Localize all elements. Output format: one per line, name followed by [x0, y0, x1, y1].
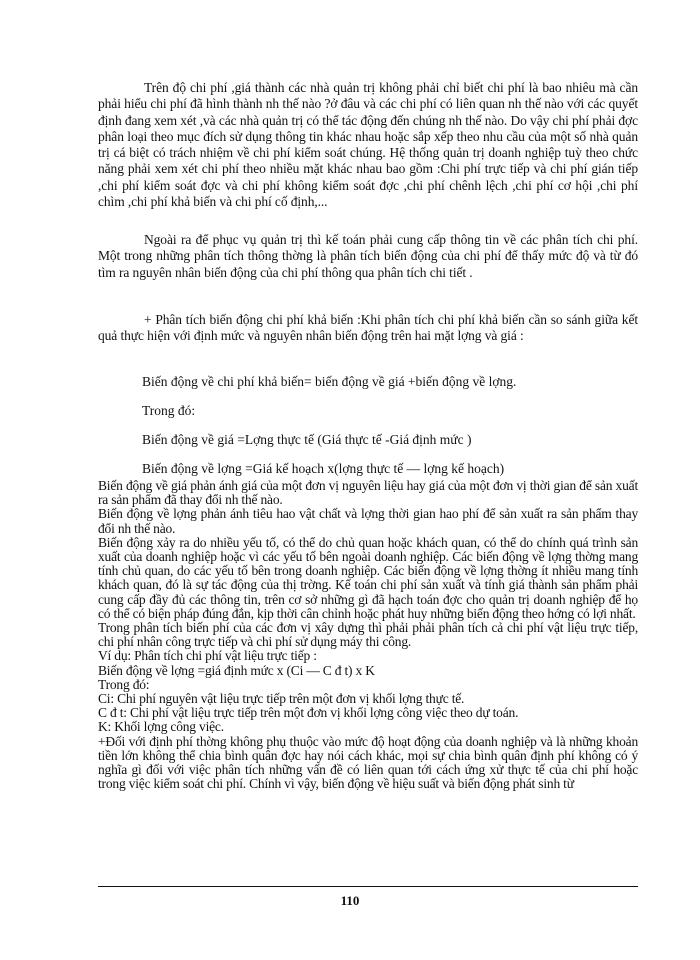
paragraph-variance-causes: Biến động xảy ra do nhiều yếu tố, có thể do chủ quan hoặc khách quan, có thể do chính quá trình sản xuất của doanh nghiệp hoặc vì các yếu tố bên ngoài doanh nghiệp. Các biến động về lợng thờng mang tính chủ quan, do các yếu tố bên trong doanh nghiệp. Các biến động về lợng thờng ít nhiều mang tính khách quan, đó là sự tác động của thị trờng. Kế toán chi phí sản xuất và tính giá thành sản phẩm phải cung cấp đầy đủ các thông tin, trên cơ sở những gì đã hạch toán đợc cho quản trị doanh nghiệp để họ có thể có biện pháp đúng đắn, kịp thời cân chỉnh hoặc phát huy những biến động theo hớng có lợi nhất.	[98, 534, 638, 621]
page-number: 110	[340, 893, 360, 908]
dense-text-section	[98, 479, 638, 791]
formula-variable-cost-variance: Biến động về chi phí khả biến= biến động về giá +biến động về lợng.	[142, 374, 517, 389]
paragraph-fixed-cost: +Đối với định phí thờng không phụ thuộc vào mức độ hoạt động của doanh nghiệp và là những khoản tiền lớn không thể chia bình quân đợc hay nói cách khác, mọi sự chia bình quân định phí không có ý nghĩa gì đối với việc phân tích những vấn đề có liên quan tới cách ứng xử thực tế của chi phí hoặc trong việc kiểm soát chi phí. Chính vì vậy, biến động về hiệu suất và biến động phát sinh từ	[98, 733, 638, 792]
paragraph-construction-analysis: Trong phân tích biến phí của các đơn vị xây dựng thì phải phải phân tích cả chi phí vật liệu trực tiếp, chi phí nhân công trực tiếp và chi phí sử dụng máy thi công.	[98, 620, 638, 650]
definition-cdt: C đ t: Chi phí vật liệu trực tiếp trên một đơn vị khối lợng công việc theo dự toán.	[98, 705, 519, 721]
footer-divider	[98, 886, 638, 887]
definition-ci: Ci: Chi phí nguyên vật liệu trực tiếp trên một đơn vị khối lợng thực tế.	[98, 691, 465, 707]
formula-where-label: Trong đó:	[142, 403, 196, 418]
formula-price-variance: Biến động về giá =Lợng thực tế (Giá thực tế -Giá định mức )	[142, 432, 472, 447]
definition-k: K: Khối lợng công việc.	[98, 719, 224, 735]
paragraph-price-variance-meaning: Biến động về giá phản ánh giá của một đơn vị nguyên liệu hay giá của một đơn vị thời gian để sản xuất ra sản phẩm đã thay đổi nh thế nào.	[98, 478, 638, 508]
example-where-label: Trong đó:	[98, 676, 150, 692]
example-heading: Ví dụ: Phân tích chi phí vật liệu trực tiếp :	[98, 648, 317, 664]
formula-quantity-variance: Biến động về lợng =Giá kế hoạch x(lợng thực tế — lợng kế hoạch)	[142, 461, 505, 476]
paragraph-variable-cost-analysis: + Phân tích biến động chi phí khả biến :Khi phân tích chi phí khả biến cần so sánh giữa kết quả thực hiện với định mức và nguyên nhân biến động trên hai mặt lợng và giá :	[98, 312, 638, 344]
paragraph-quantity-variance-meaning: Biến động về lợng phản ánh tiêu hao vật chất và lợng thời gian hao phí để sản xuất ra sản phẩm thay đổi nh thế nào.	[98, 506, 638, 536]
paragraph-cost-analysis: Ngoài ra để phục vụ quản trị thì kế toán phải cung cấp thông tin về các phân tích chi phí. Một trong những phân tích thông thờng là phân tích biến động của chi phí để thấy mức độ và từ đó tìm ra nguyên nhân biến động của chi phí thông qua phân tích chi tiết .	[98, 232, 638, 280]
example-formula: Biến động về lợng =giá định mức x (Ci — C đ t) x K	[98, 662, 375, 678]
paragraph-cost-classification: Trên độ chi phí ,giá thành các nhà quản trị không phải chỉ biết chi phí là bao nhiêu mà cần phải hiểu chi phí đã hình thành nh thế nào ?ở đâu và các chi phí có liên quan nh thế nào với các quyết định đang xem xét ,và các nhà quản trị có thể tác động đến chúng nh thế nào. Do vậy chi phí phải đợc phân loại theo mục đích sử dụng thông tin khác nhau hoặc sắp xếp theo nhu cầu của một số nhà quản trị cá biệt có trách nhiệm về chi phí kiểm soát chúng. Hệ thống quản trị doanh nghiệp tuỳ theo chức năng phải xem xét chi phí theo nhiều mặt khác nhau bao gồm :Chi phí trực tiếp và chi phí gián tiếp ,chi phí kiểm soát đợc và chi phí không kiểm soát đợc ,chi phí chênh lệch ,chi phí cơ hội ,chi phí chìm ,chi phí khả biến và chi phí cố định,...	[98, 80, 638, 210]
